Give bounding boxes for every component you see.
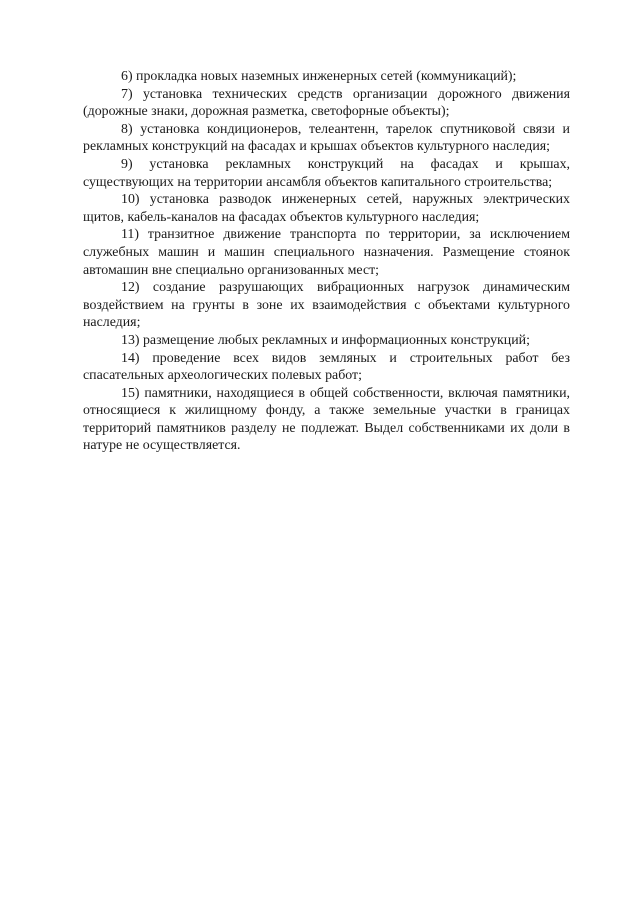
list-item-15: 15) памятники, находящиеся в общей собственности, включая памятники, относящиеся к жилищному фонду, а также земельные участки в границах территорий памятников разделу не подлежат. Выдел собственниками их доли в натуре не осуществляется. [83, 385, 570, 454]
list-item-12: 12) создание разрушающих вибрационных нагрузок динамическим воздействием на грунты в зоне их взаимодействия с объектами культурного наследия; [83, 280, 570, 331]
list-item-9: 9) установка рекламных конструкций на фасадах и крышах, существующих на территории ансамбля объектов капитального строительства; [83, 156, 570, 190]
document-body [83, 68, 570, 455]
list-item-6: 6) прокладка новых наземных инженерных сетей (коммуникаций); [121, 69, 517, 84]
list-item-8: 8) установка кондиционеров, телеантенн, тарелок спутниковой связи и рекламных конструкций на фасадах и крышах объектов культурного наследия; [83, 121, 570, 155]
list-item-11: 11) транзитное движение транспорта по территории, за исключением служебных машин и машин специального назначения. Размещение стоянок автомашин вне специально организованных мест; [83, 227, 570, 278]
list-item-7: 7) установка технических средств организации дорожного движения (дорожные знаки, дорожная разметка, светофорные объекты); [83, 86, 570, 120]
list-item-10: 10) установка разводок инженерных сетей, наружных электрических щитов, кабель-каналов на фасадах объектов культурного наследия; [83, 192, 570, 225]
list-item-13: 13) размещение любых рекламных и информационных конструкций; [121, 332, 530, 348]
list-item-14: 14) проведение всех видов земляных и строительных работ без спасательных археологических полевых работ; [83, 350, 570, 384]
